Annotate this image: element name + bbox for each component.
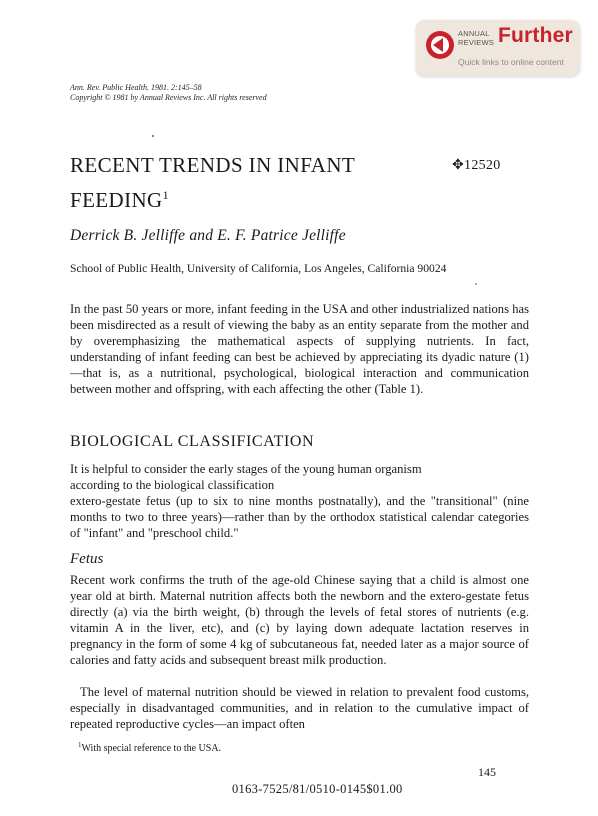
section-heading: BIOLOGICAL CLASSIFICATION <box>70 433 315 450</box>
scan-speck <box>152 135 154 137</box>
title-footnote-mark[interactable]: 1 <box>162 188 170 202</box>
classification-paragraph: It is helpful to consider the early stages of the young human organism according to the biological classification extero-gestate fetus (up to six to nine months postnatally), and the "transitional" (nine months to two to three years)—rather than by the orthodox statistical calendar categories of "infant" and "preschool child." <box>70 462 529 540</box>
article-authors: Derrick B. Jelliffe and E. F. Patrice Jelliffe <box>70 227 346 244</box>
footnote: $^1$With special reference to the USA. <box>78 741 222 754</box>
further-title: Further <box>498 24 573 47</box>
journal-citation: Ann. Rev. Public Health. 1981. 2:145–58 <box>70 83 202 92</box>
page-number: 145 <box>478 765 496 779</box>
fetus-paragraph: Recent work confirms the truth of the age-old Chinese saying that a child is almost one year old at birth. Maternal nutrition affects both the newborn and the extero-gestate fetus directly (a) via the birth weight, (b) through the levels of fetal stores of nutrients (e.g. vitamin A in the liver, etc), and (c) by laying down adequate lactation reserves in pregnancy in the form of some 4 kg of subcutaneous fat, needed later as a major source of calories and fatty acids and subsequent breast milk production. <box>70 573 529 667</box>
document-id: ✥12520 <box>452 158 501 173</box>
author-affiliation: School of Public Health, University of California, Los Angeles, California 90024 <box>70 262 447 275</box>
scan-speck <box>475 283 477 285</box>
article-code: 0163-7525/81/0510-0145$01.00 <box>232 782 403 796</box>
annual-reviews-logo-icon <box>424 29 456 61</box>
subsection-heading: Fetus <box>70 551 104 567</box>
annual-reviews-brand: ANNUAL REVIEWS <box>458 29 494 47</box>
article-title: RECENT TRENDS IN INFANT FEEDING$^1$ <box>70 153 355 212</box>
maternal-nutrition-paragraph: The level of maternal nutrition should be viewed in relation to prevalent food customs, especially in disadvantaged communities, and in relation to the cumulative impact of repeated reproductive cycles—an impact often <box>70 685 529 731</box>
further-subtitle: Quick links to online content <box>458 57 564 67</box>
journal-copyright: Copyright © 1981 by Annual Reviews Inc. All rights reserved <box>70 93 267 102</box>
intro-paragraph: In the past 50 years or more, infant feeding in the USA and other industrialized nations has been misdirected as a result of viewing the baby as an entity separate from the mother and by overemphasizing the mathematical aspects of supplying nutrients. In fact, understanding of infant feeding can best be achieved by appreciating its dyadic nature (1)—that is, as a nutritional, psychological, biological interaction and communication between mother and offspring, with each affecting the other (Table 1). <box>70 302 529 396</box>
further-banner[interactable] <box>416 20 580 76</box>
journal-header <box>70 83 267 103</box>
